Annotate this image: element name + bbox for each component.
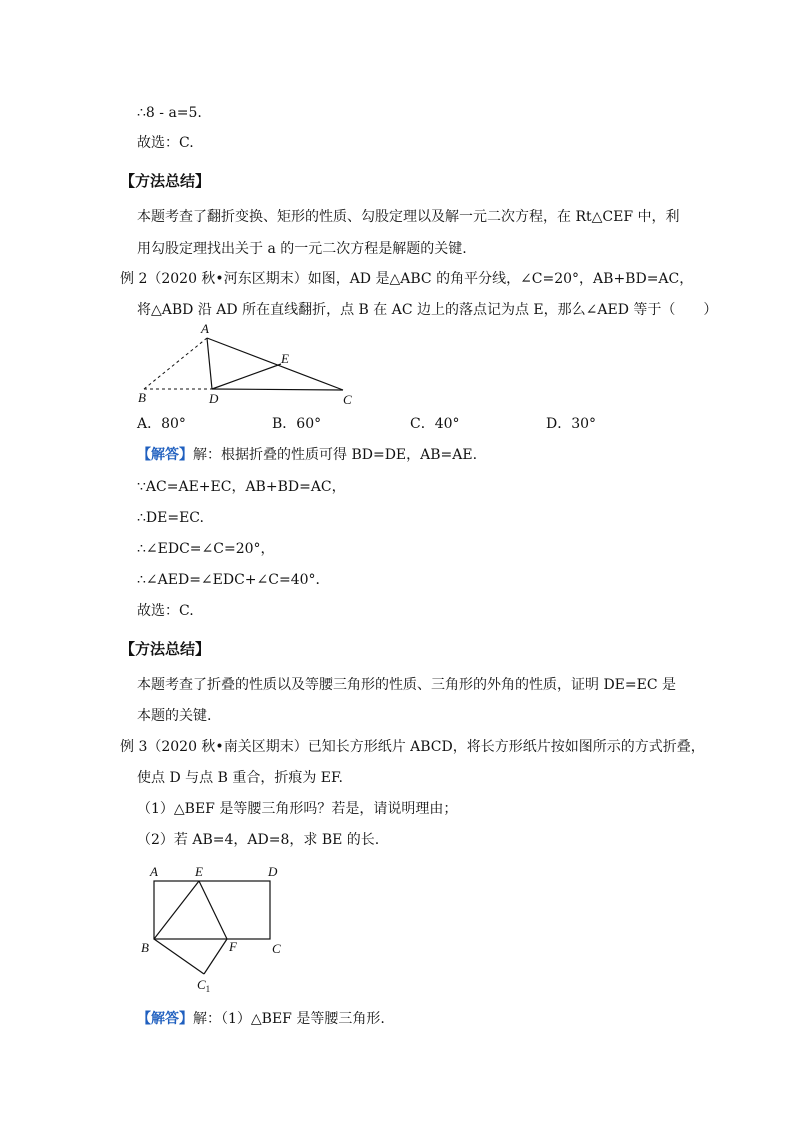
fig3-label-d: D bbox=[268, 864, 278, 879]
example3-solution-line-1: 【解答】解：（1）△BEF 是等腰三角形. bbox=[137, 1011, 385, 1027]
example3-line-1: 例 3（2020 秋•南关区期末）已知长方形纸片 ABCD，将长方形纸片按如图所示的方式折叠， bbox=[120, 739, 705, 755]
method1-line-2: 用勾股定理找出关于 a 的一元二次方程是解题的关键. bbox=[137, 241, 467, 257]
fig3-label-b: B bbox=[141, 940, 149, 955]
solution-label: 【解答】 bbox=[137, 447, 193, 463]
example3-question-1: （1）△BEF 是等腰三角形吗？若是，请说明理由； bbox=[137, 801, 458, 817]
method-summary-heading-1: 【方法总结】 bbox=[120, 172, 211, 190]
example2-solution-line-3: ∴DE=EC. bbox=[137, 510, 204, 526]
fig3-label-a: A bbox=[150, 864, 158, 879]
example2-solution-line-1: 【解答】解：根据折叠的性质可得 BD=DE，AB=AE. bbox=[137, 447, 478, 463]
method2-line-1: 本题考查了折叠的性质以及等腰三角形的性质、三角形的外角的性质，证明 DE=EC 是 bbox=[137, 677, 677, 693]
fig3-bc1 bbox=[154, 939, 204, 974]
example2-solution-line-2: ∵AC=AE+EC，AB+BD=AC， bbox=[137, 479, 346, 495]
fig3-c1f bbox=[204, 939, 227, 974]
option-a: A．80° bbox=[137, 416, 186, 432]
example2-solution-line-4: ∴∠EDC=∠C=20°， bbox=[137, 541, 275, 557]
fig3-label-e: E bbox=[195, 864, 203, 879]
example2-line-2: 将△ABD 沿 AD 所在直线翻折，点 B 在 AC 边上的落点记为点 E，那么∠AED 等于（ ） bbox=[137, 302, 718, 318]
solution-label-2: 【解答】 bbox=[137, 1011, 193, 1027]
method2-line-2: 本题的关键. bbox=[137, 708, 212, 724]
example3-question-2: （2）若 AB=4，AD=8，求 BE 的长. bbox=[137, 832, 380, 848]
fig2-label-c: C bbox=[343, 392, 352, 407]
fig2-label-b: B bbox=[138, 390, 146, 405]
fig3-label-c: C bbox=[272, 941, 281, 956]
option-c: C．40° bbox=[410, 416, 460, 432]
prev-line-2: 故选：C. bbox=[137, 135, 194, 151]
example2-line-1: 例 2（2020 秋•河东区期末）如图，AD 是△ABC 的角平分线，∠C=20°，AB+BD=AC， bbox=[120, 271, 694, 287]
example2-solution-line-5: ∴∠AED=∠EDC+∠C=40°． bbox=[137, 572, 330, 588]
option-d: D．30° bbox=[546, 416, 597, 432]
option-b: B．60° bbox=[272, 416, 322, 432]
fig3-rectangle bbox=[154, 881, 270, 939]
example2-solution-line-6: 故选：C. bbox=[137, 603, 194, 619]
fig2-label-d: D bbox=[209, 391, 219, 406]
fig3-label-f: F bbox=[229, 939, 237, 954]
fig3-be bbox=[154, 881, 199, 939]
prev-line-1: ∴8 - a=5. bbox=[137, 105, 202, 121]
example3-line-2: 使点 D 与点 B 重合，折痕为 EF. bbox=[137, 770, 343, 786]
fig2-label-e: E bbox=[281, 351, 289, 366]
method-summary-heading-2: 【方法总结】 bbox=[120, 640, 211, 658]
method1-line-1: 本题考查了翻折变换、矩形的性质、勾股定理以及解一元二次方程，在 Rt△CEF 中，利 bbox=[137, 209, 680, 225]
fig3-ef bbox=[199, 881, 227, 939]
fig3-label-c1: $C_1$ bbox=[197, 977, 211, 994]
fig2-label-a: A bbox=[201, 321, 209, 336]
